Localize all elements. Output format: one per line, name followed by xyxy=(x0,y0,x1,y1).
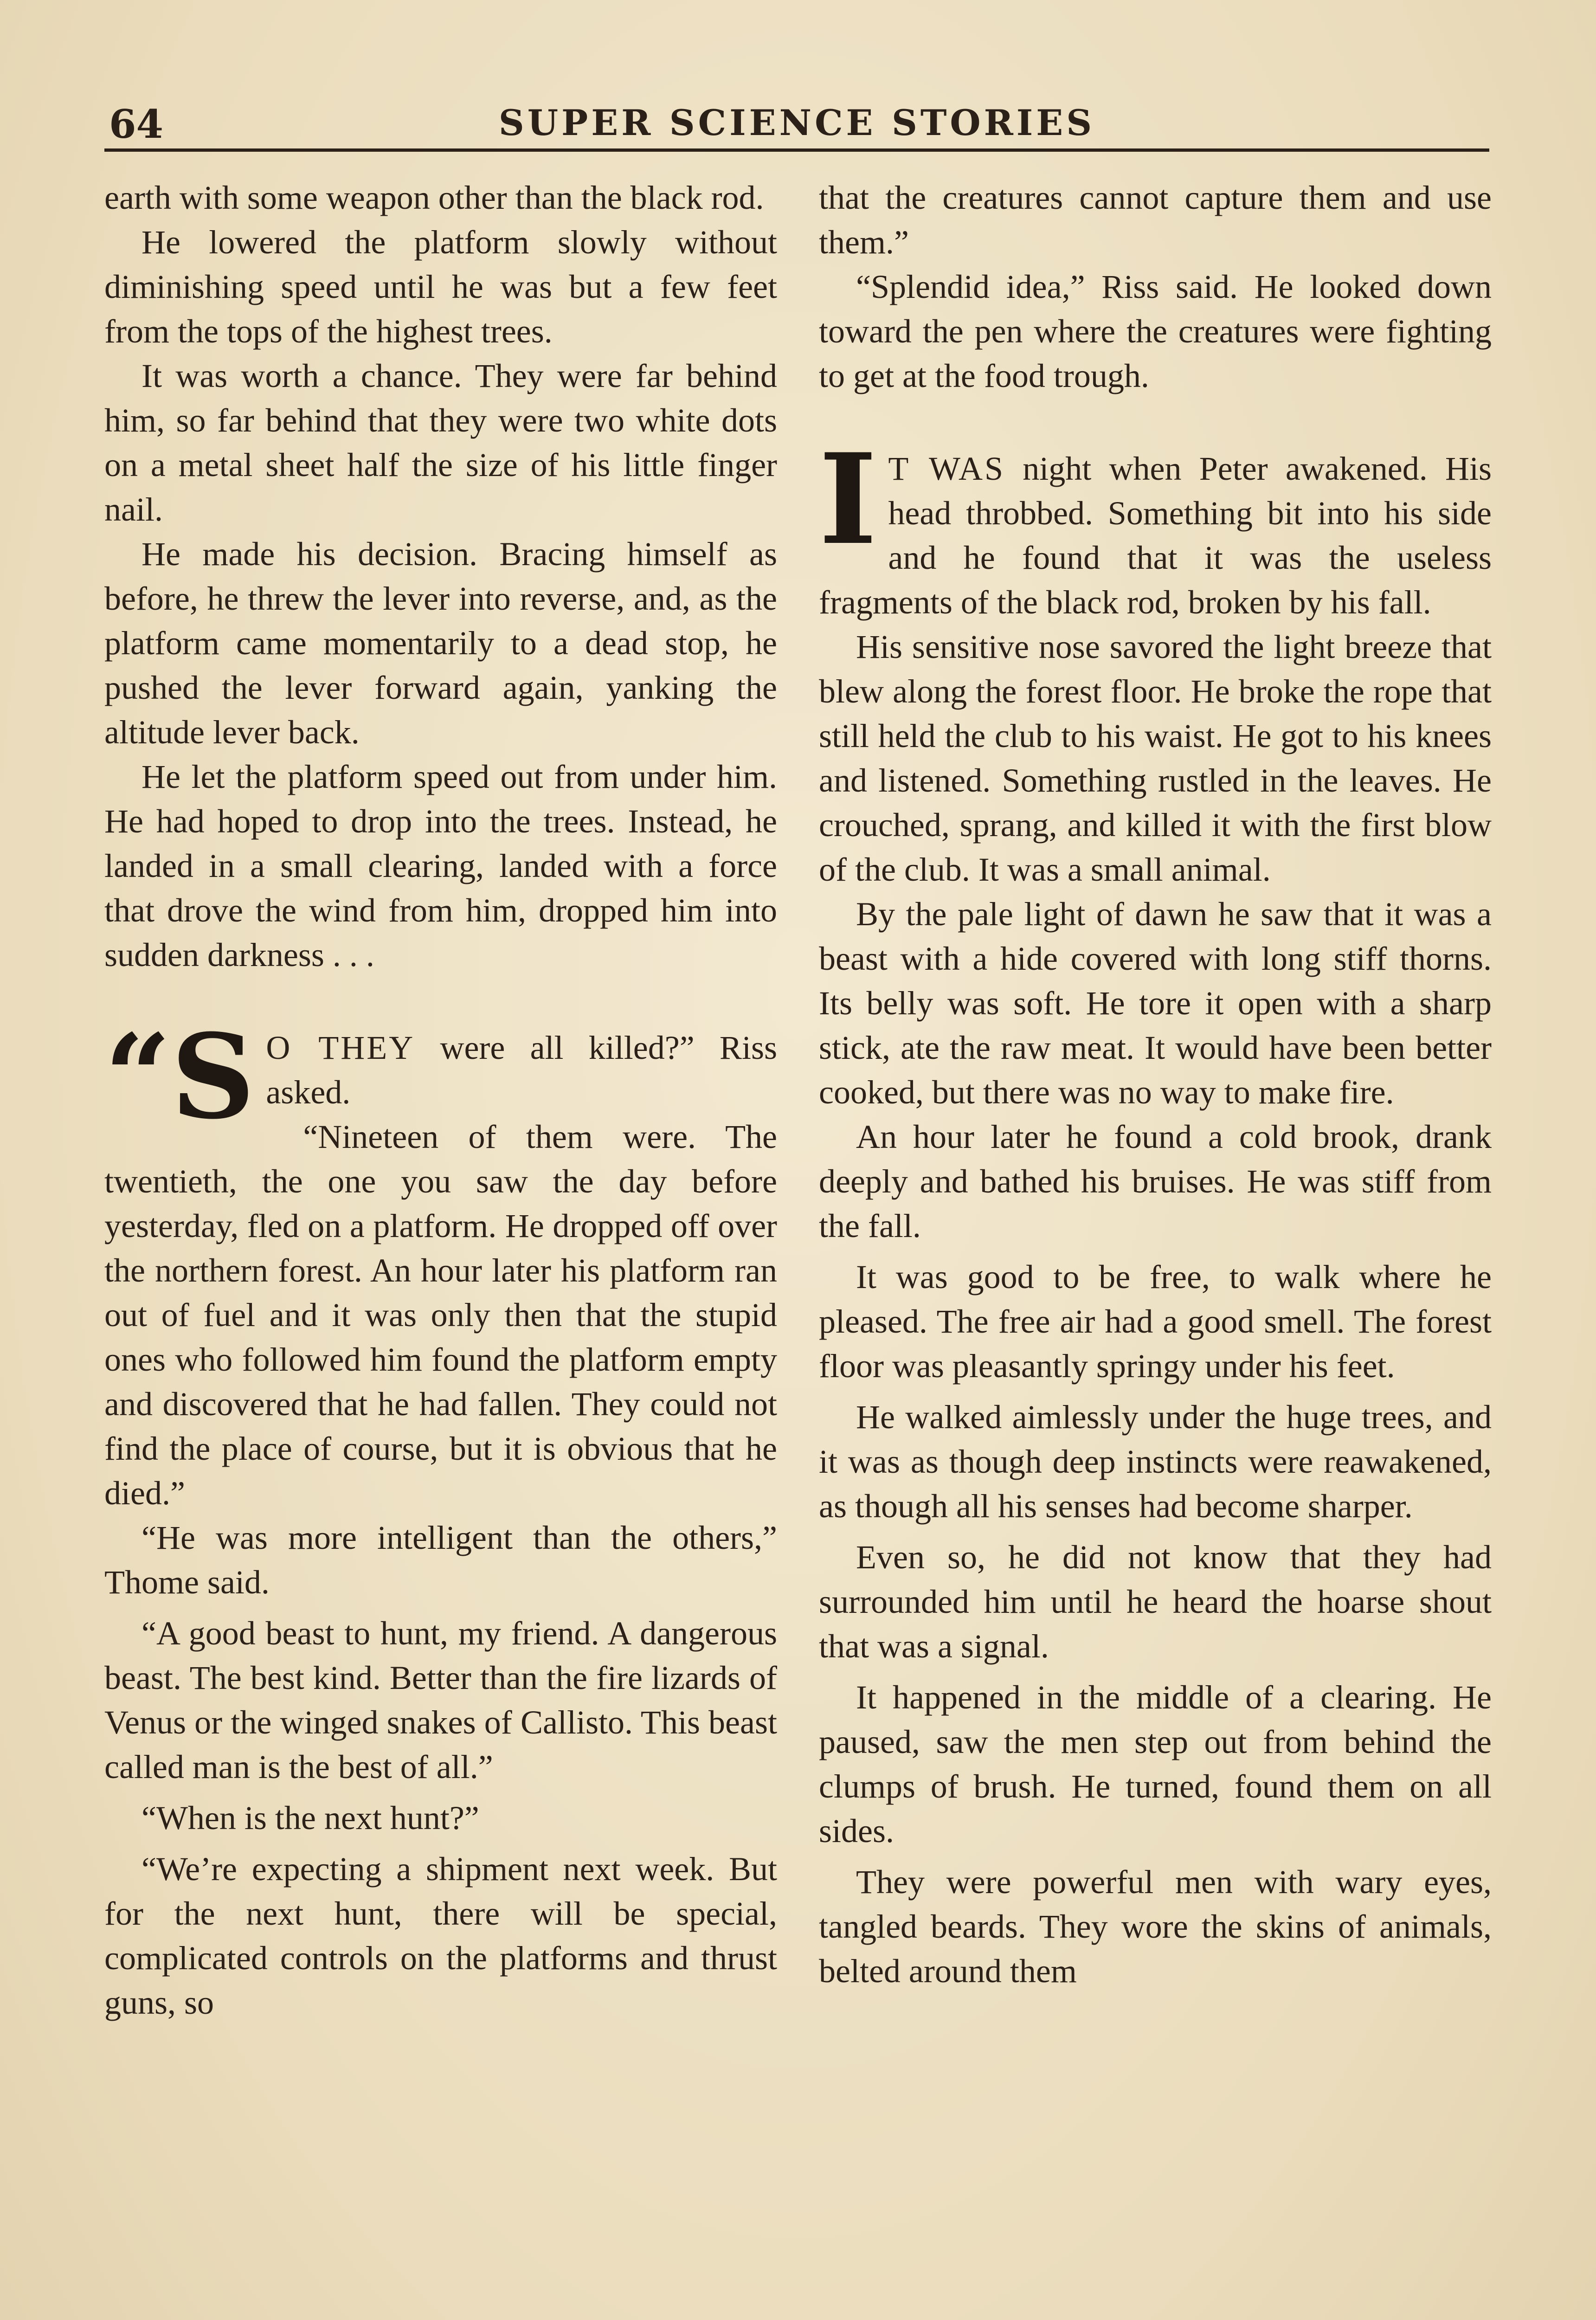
drop-cap: I xyxy=(819,426,877,573)
paragraph-text: night when Peter awakened. His head throbbed. Something bit into his side and he found that it was the useless fragments of the black rod, broken by his fall. xyxy=(819,450,1492,621)
paragraph: that the creatures cannot capture them and use them.” xyxy=(819,179,1492,261)
paragraph: “Splendid idea,” Riss said. He looked down toward the pen where the creatures were fighting to get at the food trough. xyxy=(819,268,1492,394)
left-column xyxy=(104,175,777,2320)
paragraph: His sensitive nose savored the light breeze that blew along the forest floor. He broke the rope that still held the club to his waist. He got to his knees and listened. Something rustled in the leaves. He crouched, sprang, and killed it with the first blow of the club. It was a small animal. xyxy=(819,628,1492,888)
paragraph: He let the platform speed out from under him. He had hoped to drop into the trees. Instead, he landed in a small clearing, landed with a force that drove the wind from him, dropped him into sudden darkness . . . xyxy=(104,758,777,973)
drop-cap: “S xyxy=(104,1008,255,1145)
paragraph: “Nineteen of them were. The twentieth, the one you saw the day before yesterday, fled on a platform. He dropped off over the northern forest. An hour later his platform ran out of fuel and it was only then that the stupid ones who followed him found the platform empty and discovered that he had fallen. They could not find the place of course, but it is obvious that he died.” xyxy=(104,1118,777,1512)
paragraph: It was good to be free, to walk where he pleased. The free air had a good smell. The forest floor was pleasantly springy under his feet. xyxy=(819,1258,1492,1385)
paragraph: It happened in the middle of a clearing. He paused, saw the men step out from behind the clumps of brush. He turned, found them on all sides. xyxy=(819,1679,1492,1850)
paragraph: “He was more intelligent than the others,” Thome said. xyxy=(104,1519,777,1601)
lead-in: O THEY xyxy=(266,1029,415,1066)
paragraph: An hour later he found a cold brook, drank deeply and bathed his bruises. He was stiff from the fall. xyxy=(819,1118,1492,1244)
lead-in: T WAS xyxy=(888,450,1005,487)
paragraph: He lowered the platform slowly without diminishing speed until he was but a few feet from the tops of the highest trees. xyxy=(104,224,777,350)
paragraph: “We’re expecting a shipment next week. But for the next hunt, there will be special, complicated controls on the platforms and thrust guns, so xyxy=(104,1850,777,2021)
page-header xyxy=(104,97,1489,152)
paragraph: Even so, he did not know that they had surrounded him until he heard the hoarse shout that was a signal. xyxy=(819,1539,1492,1665)
section-opening-paragraph xyxy=(104,1008,777,1145)
section-opening-paragraph xyxy=(819,426,1492,625)
paragraph: “When is the next hunt?” xyxy=(142,1799,479,1837)
paragraph: “A good beast to hunt, my friend. A dangerous beast. The best kind. Better than the fire lizards of Venus or the winged snakes of Callisto. This beast called man is the best of all.” xyxy=(104,1615,777,1785)
paragraph: earth with some weapon other than the black rod. xyxy=(104,179,764,216)
page-number: 64 xyxy=(109,101,163,147)
paragraph: He walked aimlessly under the huge trees, and it was as though deep instincts were reawakened, as though all his senses had become sharper. xyxy=(819,1398,1492,1525)
paragraph-text: were all killed?” Riss asked. xyxy=(266,1029,777,1111)
paragraph: It was worth a chance. They were far behind him, so far behind that they were two white dots on a metal sheet half the size of his little finger nail. xyxy=(104,357,777,528)
paragraph: By the pale light of dawn he saw that it was a beast with a hide covered with long stiff thorns. Its belly was soft. He tore it open with a sharp stick, ate the raw meat. It would have been better cooked, but there was no way to make fire. xyxy=(819,896,1492,1111)
paragraph: He made his decision. Bracing himself as before, he threw the lever into reverse, and, as the platform came momentarily to a dead stop, he pushed the lever forward again, yanking the altitude lever back. xyxy=(104,535,777,751)
running-title: SUPER SCIENCE STORIES xyxy=(498,102,1095,143)
paragraph: They were powerful men with wary eyes, tangled beards. They wore the skins of animals, belted around them xyxy=(819,1863,1492,1990)
section-break xyxy=(819,398,1492,446)
right-column xyxy=(819,175,1492,2320)
